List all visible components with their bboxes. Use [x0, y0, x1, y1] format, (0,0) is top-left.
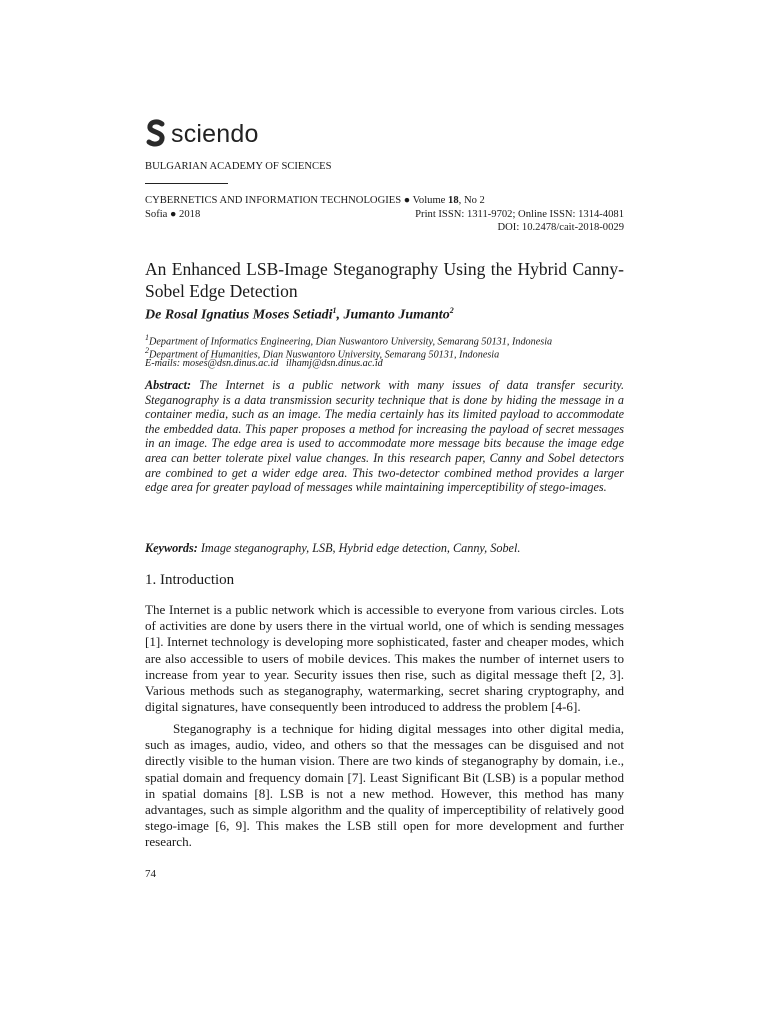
abstract	[145, 378, 624, 495]
affiliation-1-text: Department of Informatics Engineering, Dian Nuswantoro University, Semarang 50131, Indonesia	[149, 336, 553, 348]
affiliation-1-sup: 1	[145, 333, 149, 342]
place-year: Sofia ● 2018	[145, 209, 201, 220]
author-separator: ,	[336, 307, 344, 323]
issn-line: Print ISSN: 1311-9702; Online ISSN: 1314-4081	[415, 209, 624, 220]
journal-prefix: CYBERNETICS AND INFORMATION TECHNOLOGIES ● Volume	[145, 195, 449, 206]
journal-line	[145, 194, 485, 207]
keywords-label: Keywords:	[145, 541, 198, 555]
publisher-name: sciendo	[171, 119, 259, 148]
affiliation-2-text: Department of Humanities, Dian Nuswantoro University, Semarang 50131, Indonesia	[149, 349, 500, 361]
author-2: Jumanto Jumanto	[343, 307, 450, 323]
journal-volume: 18	[448, 195, 459, 206]
intro-paragraph-1: The Internet is a public network which is accessible to everyone from various circles. Lots of activities are done by users there in the virtual world, one of which is sending messages [1]. Internet technology is developing more sophisticated, faster and cheaper modes, which are also accessible to users of mobile devices. This makes the number of internet users to increase from year to year. Security issues then rise, such as digital message theft [2, 3]. Various methods such as steganography, watermarking, secret sharing cryptography, and digital signatures, have consequently been introduced to address the problem [4-6].	[145, 602, 624, 715]
doi-line: DOI: 10.2478/cait-2018-0029	[497, 222, 624, 233]
affiliation-2-sup: 2	[145, 346, 149, 355]
intro-paragraph-2: Steganography is a technique for hiding digital messages into other digital media, such as images, audio, video, and others so that the messages can be disguised and not directly visible to the human vision. There are two kinds of steganography by domain, i.e., spatial domain and frequency domain [7]. Least Significant Bit (LSB) is a popular method in spatial domains [8]. LSB is not a new method. However, this method has many advantages, such as simple algorithm and the quality of imperceptibility of relatively good stego-image [6, 9]. This makes the LSB still open for more development and further research.	[145, 721, 624, 850]
section-heading: 1. Introduction	[145, 572, 235, 588]
keywords	[145, 541, 624, 556]
author-emails: E-mails: moses@dsn.dinus.ac.id ilhamj@dsn.dinus.ac.id	[145, 358, 383, 369]
academy-name: BULGARIAN ACADEMY OF SCIENCES	[145, 161, 332, 172]
abstract-label: Abstract:	[145, 378, 192, 392]
sciendo-logo	[145, 118, 259, 150]
paper-title: An Enhanced LSB-Image Steganography Using the Hybrid Canny-Sobel Edge Detection	[145, 259, 624, 301]
author-1-sup: 1	[332, 306, 337, 315]
author-line	[145, 306, 454, 324]
page-number: 74	[145, 868, 156, 880]
abstract-text: The Internet is a public network with many issues of data transfer security. Steganography is a data transmission security technique that is done by hiding the message in a container media, such as an image. The media certainly has its limited payload to accommodate the embedded data. This paper proposes a method for increasing the payload of secret messages in an image. The edge area is used to accommodate more message bits because the image edge area can better tolerate pixel value changes. In this research paper, Canny and Sobel detectors are combined to get a wider edge area. This two-detector combined method provides a larger edge area for greater payload of messages while maintaining imperceptibility of stego-images.	[145, 378, 624, 495]
author-2-sup: 2	[449, 306, 454, 315]
author-1: De Rosal Ignatius Moses Setiadi	[145, 307, 333, 323]
keywords-text: Image steganography, LSB, Hybrid edge detection, Canny, Sobel.	[197, 541, 521, 555]
sciendo-mark-icon	[145, 119, 167, 149]
header-rule	[145, 183, 228, 184]
journal-suffix: , No 2	[458, 195, 485, 206]
